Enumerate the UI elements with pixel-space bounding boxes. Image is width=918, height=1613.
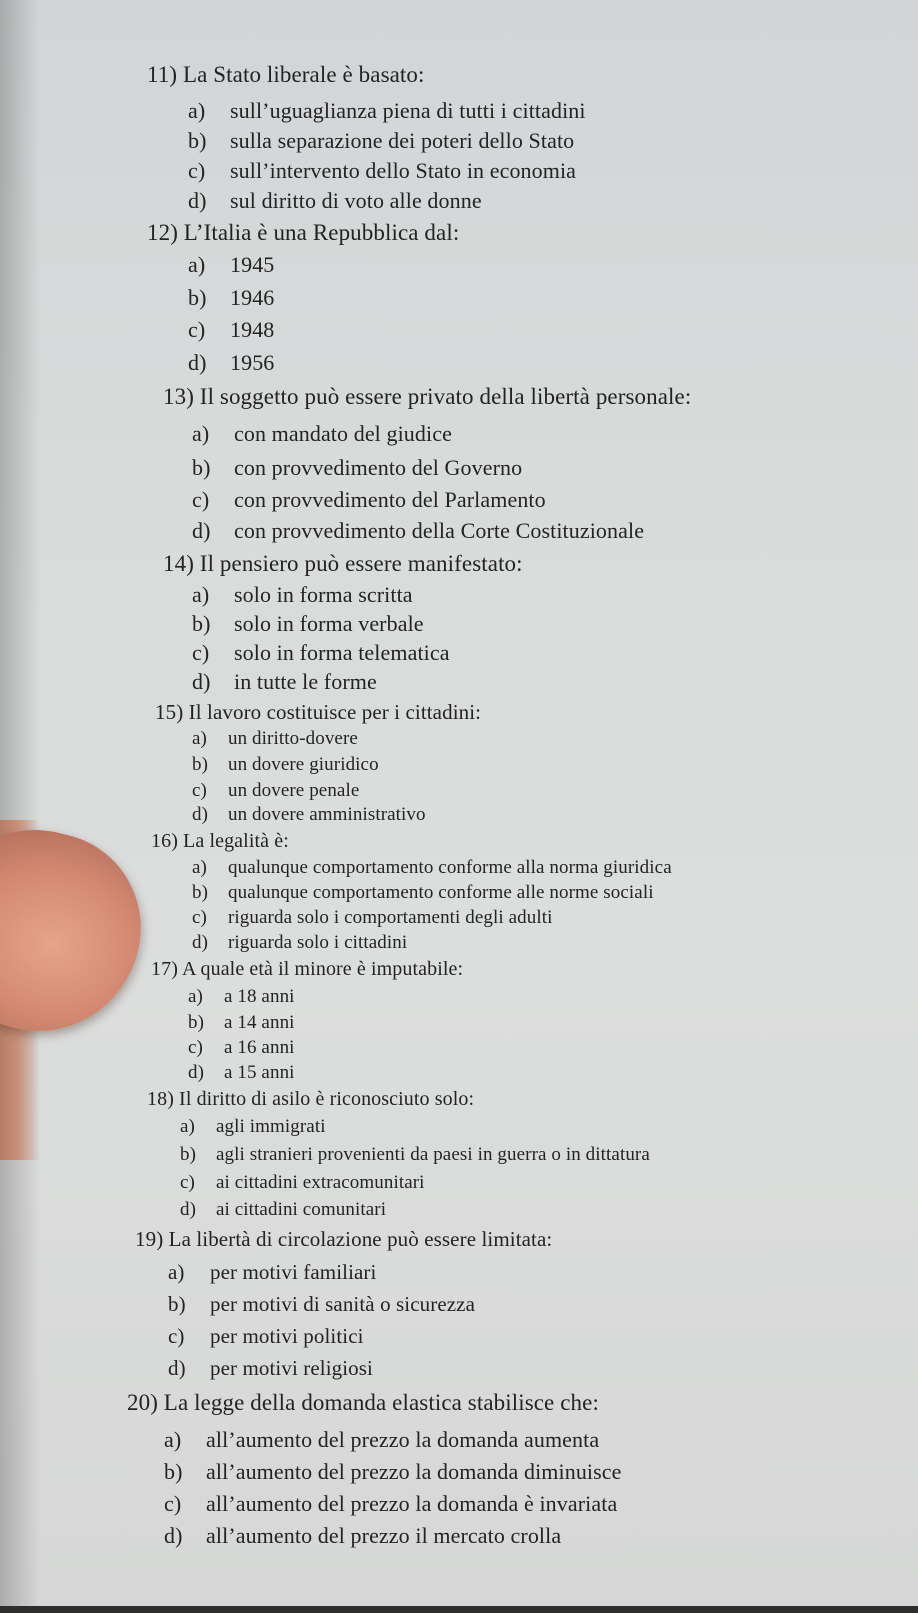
option-label: b) xyxy=(188,1012,205,1033)
option-text: un dovere penale xyxy=(228,780,360,801)
option-text: sulla separazione dei poteri dello Stato xyxy=(230,128,575,153)
option-label: a) xyxy=(164,1427,182,1452)
option-label: b) xyxy=(192,611,211,636)
option-label: d) xyxy=(180,1199,197,1220)
option-text: ai cittadini extracomunitari xyxy=(216,1172,425,1193)
question-16: 16) La legalità è: xyxy=(151,830,289,852)
option-label: b) xyxy=(164,1459,183,1484)
option-16d xyxy=(192,932,407,954)
option-text: sull’intervento dello Stato in economia xyxy=(230,158,577,183)
option-13b xyxy=(192,455,522,481)
option-label: d) xyxy=(192,804,209,825)
option-17b xyxy=(188,1012,295,1034)
option-12c xyxy=(188,317,274,343)
option-label: d) xyxy=(192,518,211,543)
option-text: a 16 anni xyxy=(224,1037,295,1058)
option-15a xyxy=(192,728,358,750)
option-12b xyxy=(188,285,274,311)
option-text: solo in forma scritta xyxy=(234,582,413,607)
option-text: con mandato del giudice xyxy=(234,421,452,446)
option-label: b) xyxy=(188,285,207,310)
option-text: per motivi religiosi xyxy=(210,1356,373,1380)
option-text: per motivi di sanità o sicurezza xyxy=(210,1292,476,1316)
option-label: a) xyxy=(188,252,206,277)
option-20b xyxy=(164,1459,622,1485)
option-11c xyxy=(188,158,576,184)
option-text: in tutte le forme xyxy=(234,669,377,694)
option-label: b) xyxy=(192,455,211,480)
option-text: sul diritto di voto alle donne xyxy=(230,188,482,213)
option-label: c) xyxy=(180,1172,195,1193)
question-13: 13) Il soggetto può essere privato della libertà personale: xyxy=(163,384,692,409)
option-12d xyxy=(188,350,274,376)
option-text: sull’uguaglianza piena di tutti i cittadini xyxy=(230,98,586,123)
option-18c xyxy=(180,1172,425,1194)
option-text: solo in forma verbale xyxy=(234,611,424,636)
option-text: qualunque comportamento conforme alle norme sociali xyxy=(228,882,654,903)
option-text: un dovere giuridico xyxy=(228,754,379,775)
question-12: 12) L’Italia è una Repubblica dal: xyxy=(147,220,460,245)
option-label: a) xyxy=(192,728,207,749)
option-text: per motivi politici xyxy=(210,1324,364,1348)
option-15c xyxy=(192,780,359,802)
option-label: c) xyxy=(192,487,210,512)
option-17d xyxy=(188,1062,295,1084)
option-label: c) xyxy=(164,1491,182,1516)
option-label: a) xyxy=(192,582,210,607)
option-text: con provvedimento del Governo xyxy=(234,455,523,480)
option-14b xyxy=(192,611,424,637)
option-label: b) xyxy=(192,754,209,775)
question-17: 17) A quale età il minore è imputabile: xyxy=(151,958,464,980)
option-text: all’aumento del prezzo la domanda diminuisce xyxy=(206,1459,622,1484)
option-text: a 18 anni xyxy=(224,986,295,1007)
option-15b xyxy=(192,754,379,776)
option-11d xyxy=(188,188,482,214)
option-text: all’aumento del prezzo la domanda è invariata xyxy=(206,1491,618,1516)
option-text: a 14 anni xyxy=(224,1012,295,1033)
question-15: 15) Il lavoro costituisce per i cittadini: xyxy=(155,700,482,724)
table-edge xyxy=(0,1606,918,1613)
option-14a xyxy=(192,582,413,608)
option-16c xyxy=(192,907,552,929)
question-14: 14) Il pensiero può essere manifestato: xyxy=(163,551,523,576)
option-label: c) xyxy=(192,907,207,928)
option-label: d) xyxy=(192,932,209,953)
option-14d xyxy=(192,669,377,695)
option-text: 1956 xyxy=(230,350,275,375)
option-text: 1945 xyxy=(230,252,275,277)
option-20a xyxy=(164,1427,599,1453)
option-12a xyxy=(188,252,274,278)
option-text: un dovere amministrativo xyxy=(228,804,426,825)
option-label: b) xyxy=(188,128,207,153)
option-20d xyxy=(164,1523,561,1549)
option-19c xyxy=(168,1324,364,1349)
option-text: agli stranieri provenienti da paesi in guerra o in dittatura xyxy=(216,1144,650,1165)
question-18: 18) Il diritto di asilo è riconosciuto solo: xyxy=(147,1088,475,1110)
option-text: all’aumento del prezzo il mercato crolla xyxy=(206,1523,562,1548)
question-19: 19) La libertà di circolazione può essere limitata: xyxy=(135,1227,553,1251)
option-label: d) xyxy=(168,1356,186,1380)
option-label: d) xyxy=(188,188,207,213)
option-17c xyxy=(188,1037,295,1059)
option-label: a) xyxy=(192,421,210,446)
option-text: a 15 anni xyxy=(224,1062,295,1083)
option-label: c) xyxy=(188,317,206,342)
option-16b xyxy=(192,882,654,904)
option-text: all’aumento del prezzo la domanda aumenta xyxy=(206,1427,600,1452)
option-label: c) xyxy=(192,640,210,665)
option-label: a) xyxy=(180,1116,195,1137)
option-label: b) xyxy=(192,882,209,903)
option-18a xyxy=(180,1116,326,1138)
option-text: qualunque comportamento conforme alla norma giuridica xyxy=(228,857,672,878)
option-13a xyxy=(192,421,452,447)
option-label: c) xyxy=(188,1037,203,1058)
option-20c xyxy=(164,1491,617,1517)
option-label: d) xyxy=(188,350,207,375)
option-text: agli immigrati xyxy=(216,1116,326,1137)
question-20: 20) La legge della domanda elastica stabilisce che: xyxy=(127,1390,599,1415)
option-17a xyxy=(188,986,295,1008)
option-11a xyxy=(188,98,586,124)
option-text: solo in forma telematica xyxy=(234,640,450,665)
option-text: 1946 xyxy=(230,285,275,310)
option-label: a) xyxy=(192,857,207,878)
option-label: d) xyxy=(188,1062,205,1083)
option-text: un diritto-dovere xyxy=(228,728,358,749)
option-19a xyxy=(168,1260,376,1285)
option-text: riguarda solo i cittadini xyxy=(228,932,408,953)
option-text: ai cittadini comunitari xyxy=(216,1199,387,1220)
option-label: a) xyxy=(188,98,206,123)
option-label: b) xyxy=(180,1144,197,1165)
option-label: c) xyxy=(188,158,206,183)
option-text: per motivi familiari xyxy=(210,1260,377,1284)
option-18d xyxy=(180,1199,386,1221)
option-13d xyxy=(192,518,644,544)
option-text: riguarda solo i comportamenti degli adulti xyxy=(228,907,553,928)
option-14c xyxy=(192,640,450,666)
option-text: 1948 xyxy=(230,317,275,342)
option-text: con provvedimento del Parlamento xyxy=(234,487,546,512)
option-label: c) xyxy=(192,780,207,801)
option-label: d) xyxy=(192,669,211,694)
option-label: a) xyxy=(188,986,203,1007)
option-label: d) xyxy=(164,1523,183,1548)
option-16a xyxy=(192,857,672,879)
question-11: 11) La Stato liberale è basato: xyxy=(147,62,425,87)
option-19d xyxy=(168,1356,373,1381)
option-18b xyxy=(180,1144,650,1166)
option-19b xyxy=(168,1292,475,1317)
option-13c xyxy=(192,487,546,513)
option-15d xyxy=(192,804,426,826)
option-label: c) xyxy=(168,1324,185,1348)
option-text: con provvedimento della Corte Costituzionale xyxy=(234,518,645,543)
option-11b xyxy=(188,128,574,154)
option-label: b) xyxy=(168,1292,186,1316)
option-label: a) xyxy=(168,1260,185,1284)
